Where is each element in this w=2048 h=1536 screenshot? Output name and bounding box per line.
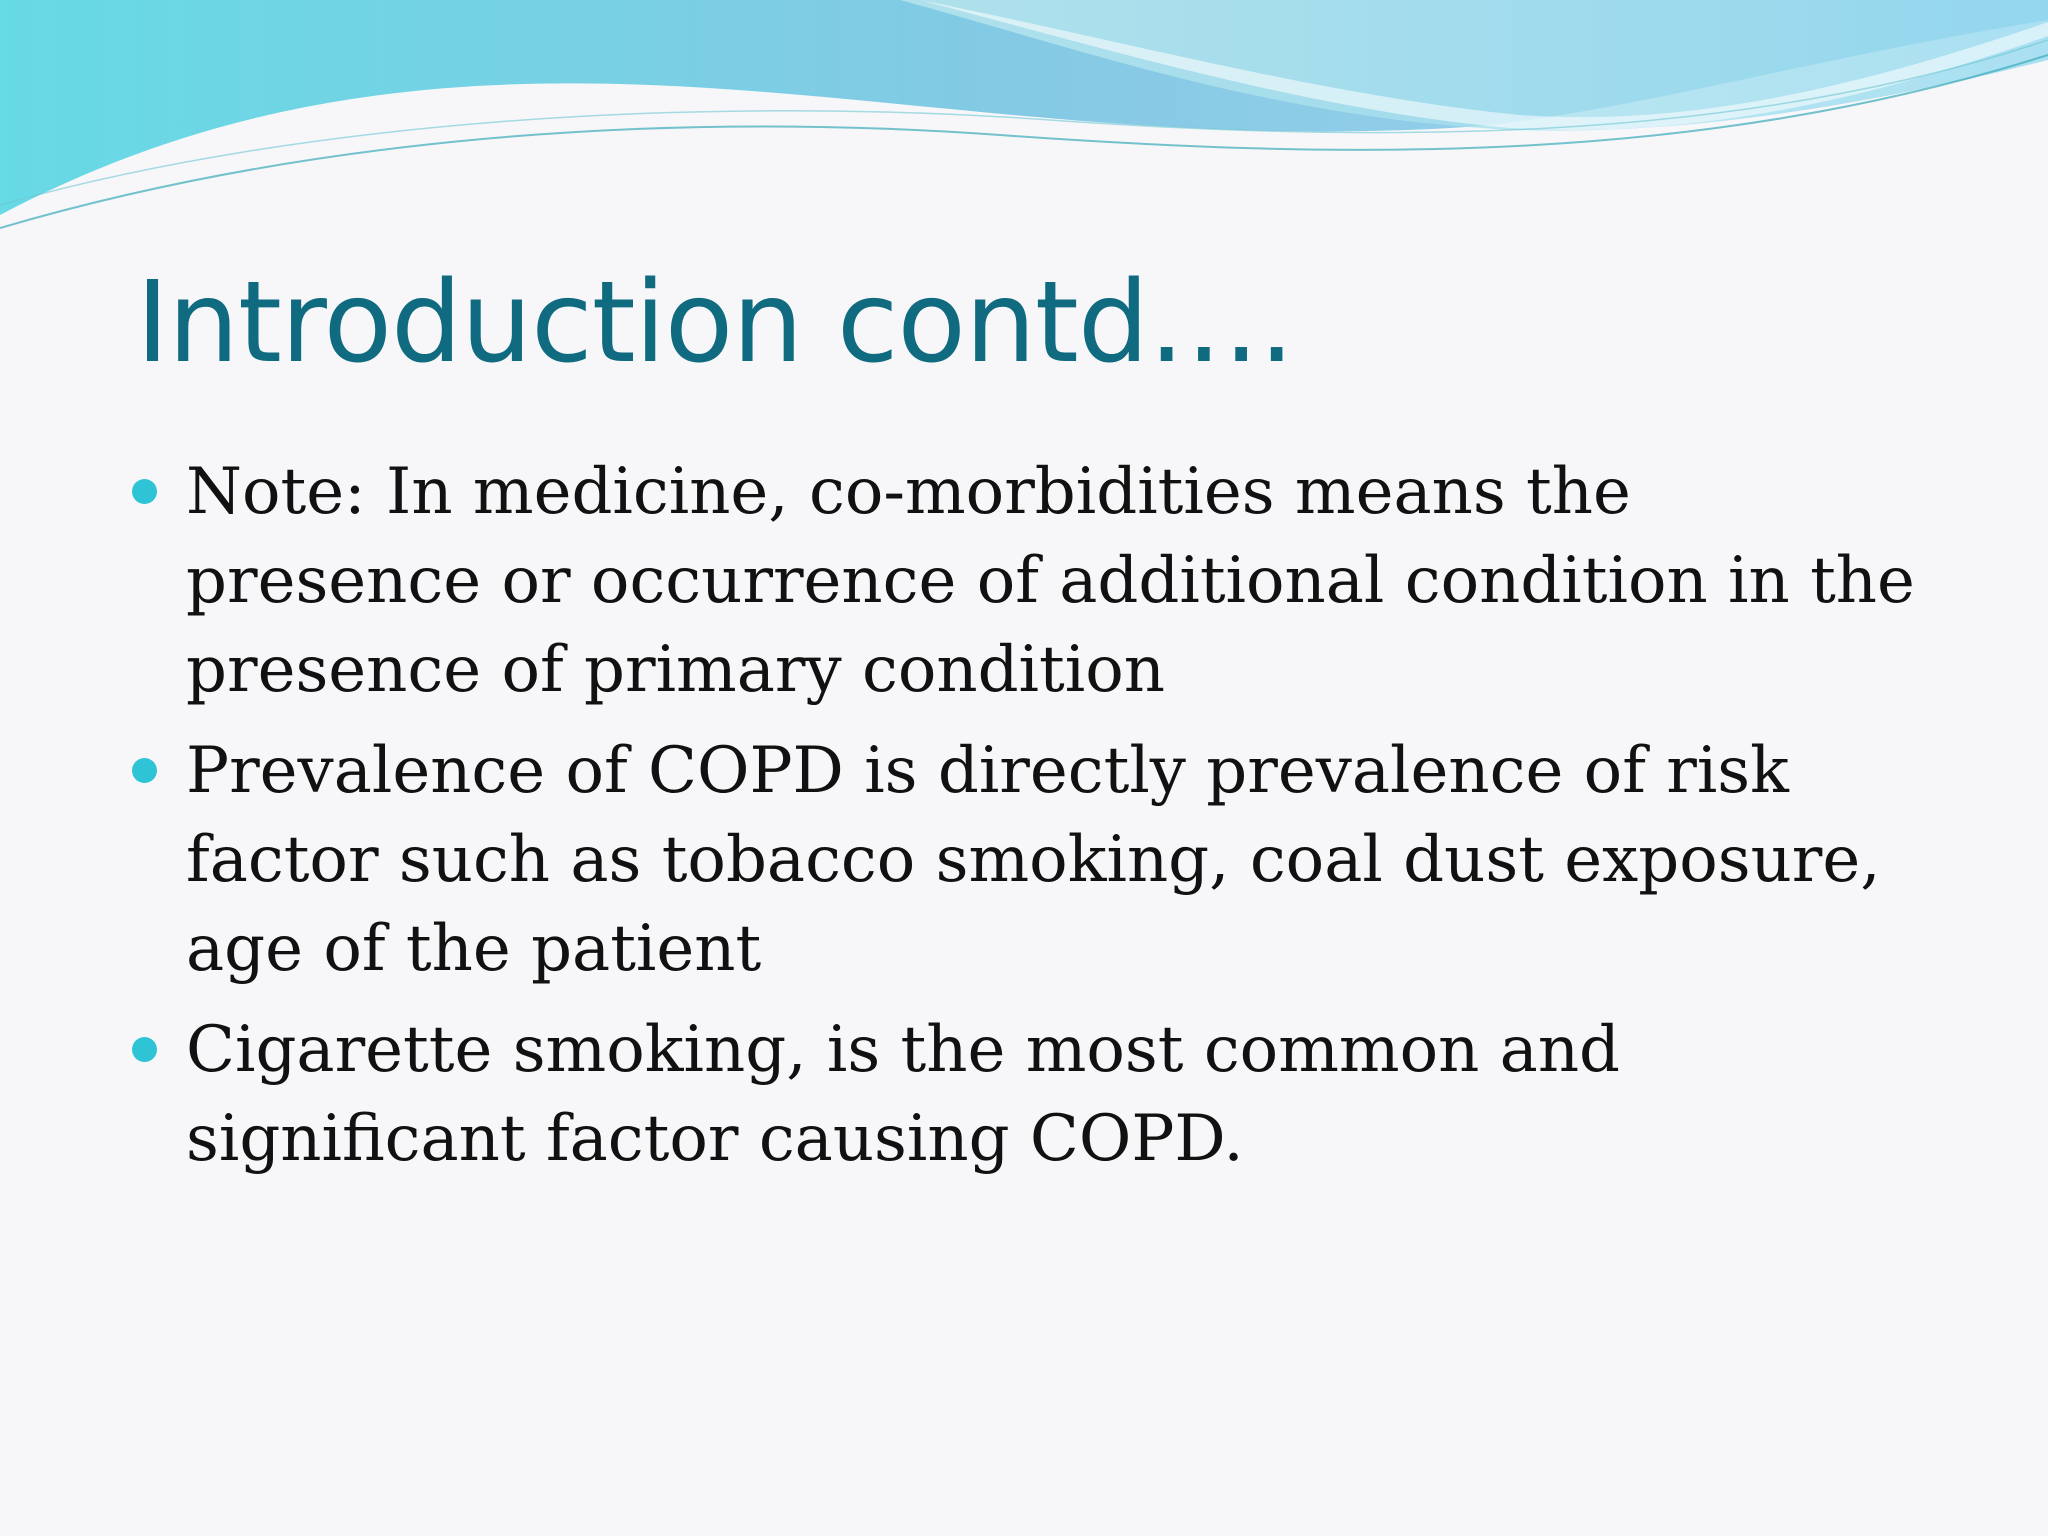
decorative-wave-banner (0, 0, 2048, 240)
bullet-text: Prevalence of COPD is directly prevalence of risk factor such as tobacco smoking, coal dust exposure, age of the patient (186, 734, 1881, 986)
bullet-dot-icon (132, 1037, 157, 1062)
bullet-list (130, 448, 1940, 1196)
bullet-item (130, 727, 1940, 994)
bullet-dot-icon (132, 758, 157, 783)
slide-title: Introduction contd…. (136, 258, 1294, 388)
bullet-item (130, 448, 1940, 715)
bullet-text: Note: In medicine, co-morbidities means the presence or occurrence of additional condition in the presence of primary condition (186, 455, 1915, 707)
bullet-item (130, 1006, 1940, 1184)
bullet-text: Cigarette smoking, is the most common and significant factor causing COPD. (186, 1013, 1620, 1176)
bullet-dot-icon (132, 479, 157, 504)
